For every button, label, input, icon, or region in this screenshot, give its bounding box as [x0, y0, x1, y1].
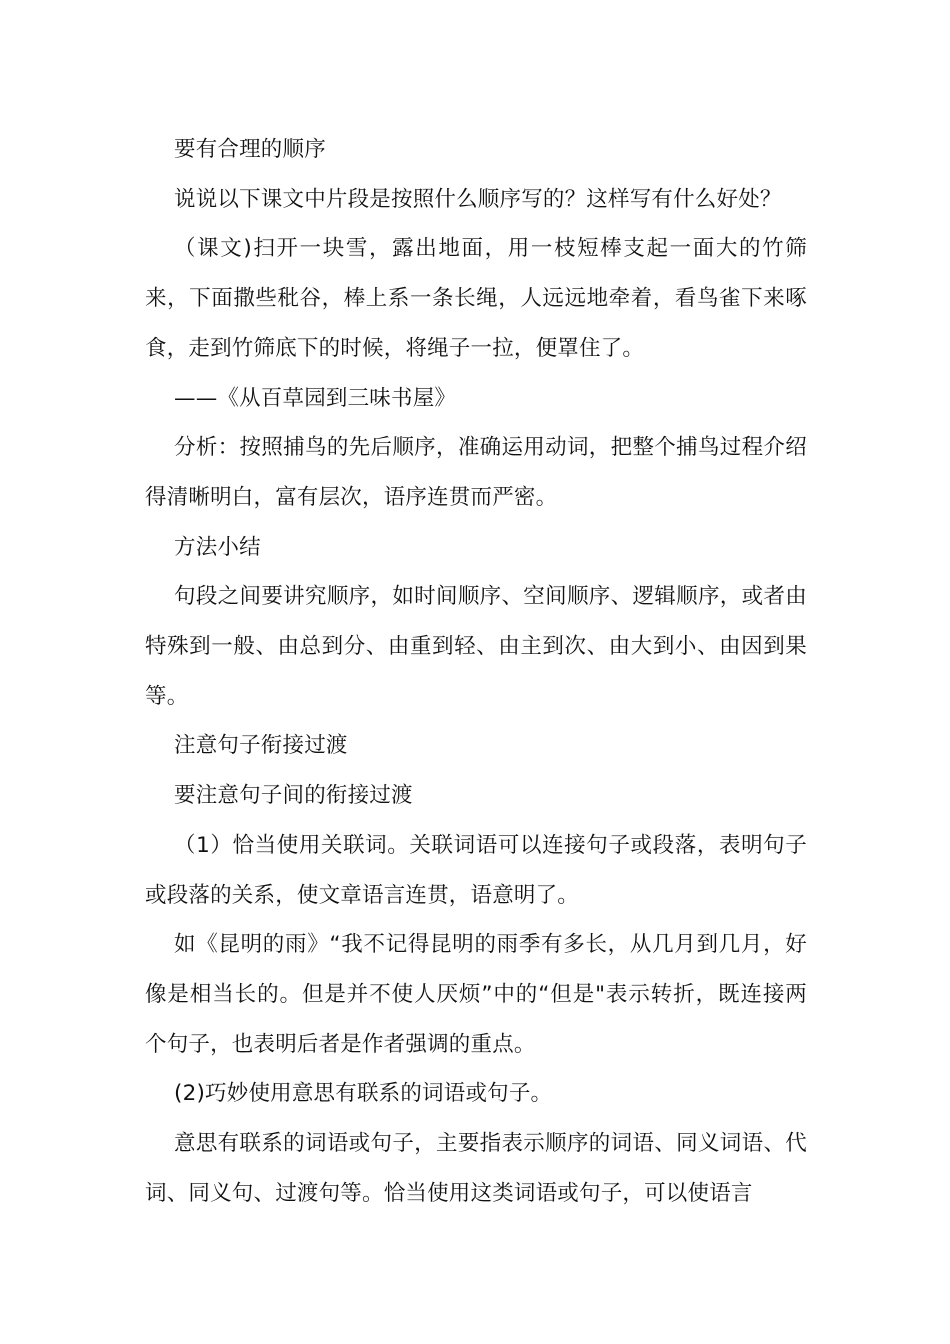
subheading-transition: 要注意句子间的衔接过渡 [174, 783, 413, 809]
summary-paragraph: 句段之间要讲究顺序，如时间顺序、空间顺序、逻辑顺序，或者由特殊到一般、由总到分、由重到轻、由主到次、由大到小、由因到果等。 [145, 584, 807, 709]
heading-sentence-transition: 注意句子衔接过渡 [174, 733, 348, 759]
excerpt-source: ——《从百草园到三味书屋》 [174, 385, 457, 411]
analysis-paragraph: 分析：按照捕鸟的先后顺序，准确运用动词，把整个捕鸟过程介绍得清晰明白，富有层次，语序连贯而严密。 [145, 435, 807, 510]
question-paragraph: 说说以下课文中片段是按照什么顺序写的？这样写有什么好处？ [174, 186, 782, 212]
point-1-paragraph: （1）恰当使用关联词。关联词语可以连接句子或段落，表明句子或段落的关系，使文章语言连贯，语意明了。 [145, 832, 807, 908]
excerpt-paragraph: （课文)扫开一块雪，露出地面，用一枝短棒支起一面大的竹筛来，下面撒些秕谷，棒上系一条长绳，人远远地牵着，看鸟雀下来啄食，走到竹筛底下的时候，将绳子一拉，便罩住了。 [145, 236, 807, 361]
point-2-explanation: 意思有联系的词语或句子，主要指表示顺序的词语、同义词语、代词、同义句、过渡句等。恰当使用这类词语或句子，可以使语言 [145, 1131, 807, 1206]
heading-reasonable-order: 要有合理的顺序 [174, 137, 326, 162]
document-page [145, 125, 807, 1218]
example-paragraph: 如《昆明的雨》“我不记得昆明的雨季有多长，从几月到几月，好像是相当长的。但是并不使人厌烦”中的“但是"表示转折，既连接两个句子，也表明后者是作者强调的重点。 [145, 932, 807, 1057]
heading-method-summary: 方法小结 [174, 534, 261, 560]
point-2-paragraph: (2)巧妙使用意思有联系的词语或句子。 [174, 1081, 553, 1107]
